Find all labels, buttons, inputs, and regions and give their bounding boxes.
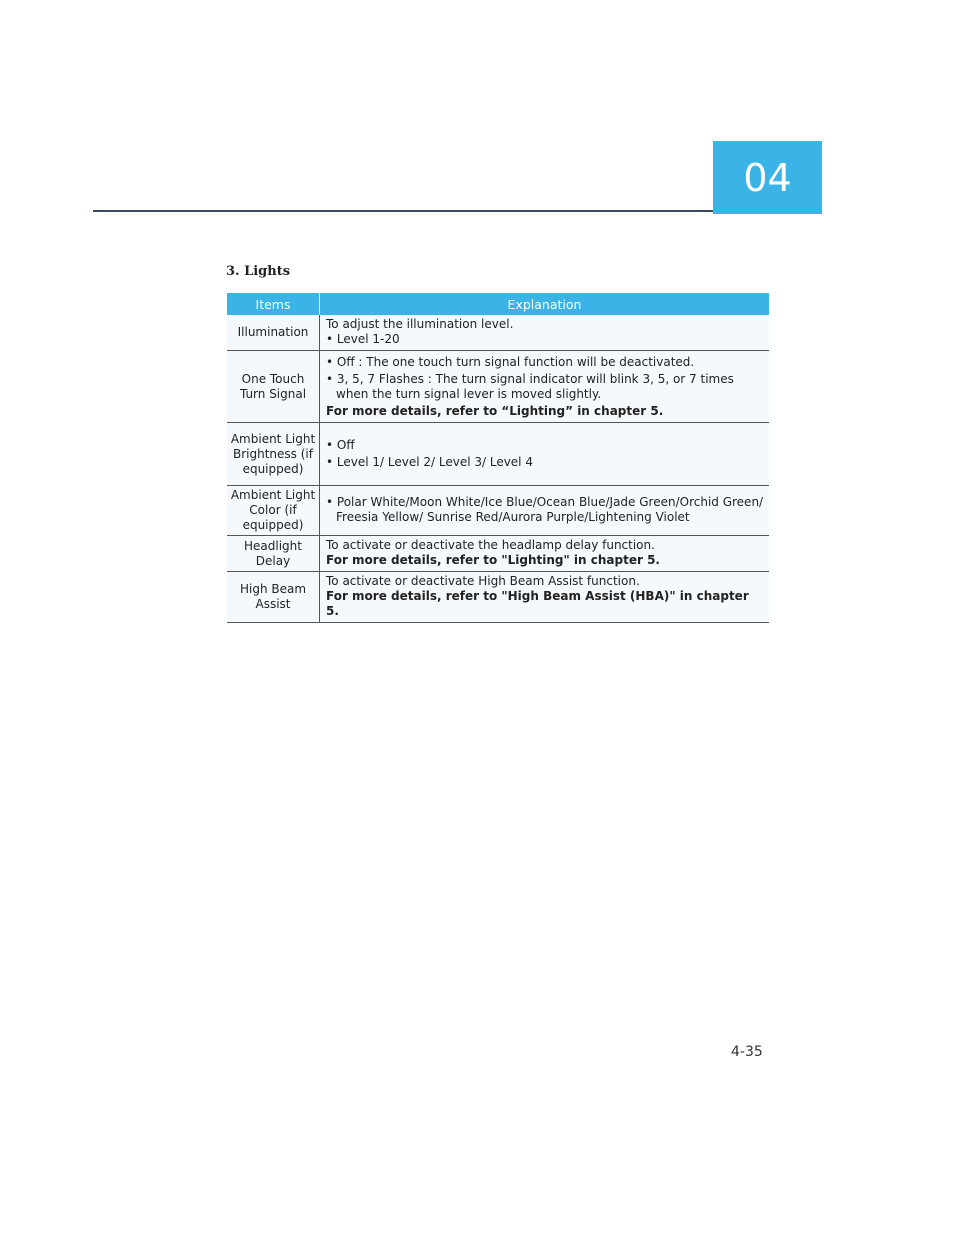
bullet-item: • Level 1/ Level 2/ Level 3/ Level 4 xyxy=(326,454,533,469)
row-item: Illumination xyxy=(227,315,320,351)
row-explanation xyxy=(320,572,770,623)
row-note: For more details, refer to “Lighting” in chapter 5. xyxy=(326,404,664,418)
chapter-rule xyxy=(93,210,713,212)
row-explanation xyxy=(320,351,770,423)
header-explanation: Explanation xyxy=(320,293,770,315)
row-item: Ambient Light Brightness (if equipped) xyxy=(227,423,320,486)
row-explanation xyxy=(320,536,770,572)
chapter-number: 04 xyxy=(743,155,792,200)
row-item: Headlight Delay xyxy=(227,536,320,572)
table-row xyxy=(227,536,769,572)
header-items: Items xyxy=(227,293,320,315)
row-note: For more details, refer to "Lighting" in chapter 5. xyxy=(326,553,660,567)
row-explanation xyxy=(320,315,770,351)
row-item: One Touch Turn Signal xyxy=(227,351,320,423)
bullet-item: • Off xyxy=(326,437,355,452)
chapter-tab xyxy=(713,141,822,214)
row-item: Ambient Light Color (if equipped) xyxy=(227,486,320,536)
lights-table xyxy=(227,293,769,623)
table-row xyxy=(227,423,769,486)
table-row xyxy=(227,486,769,536)
row-text: To activate or deactivate the headlamp delay function. xyxy=(326,538,655,552)
row-text: To activate or deactivate High Beam Assist function. xyxy=(326,574,640,588)
row-explanation xyxy=(320,423,770,486)
table-row xyxy=(227,572,769,623)
table-row xyxy=(227,351,769,423)
row-text: To adjust the illumination level. xyxy=(326,317,514,331)
page-number: 4-35 xyxy=(731,1044,763,1060)
table-header-row xyxy=(227,293,769,315)
row-explanation xyxy=(320,486,770,536)
row-item: High Beam Assist xyxy=(227,572,320,623)
bullet-item: • 3, 5, 7 Flashes : The turn signal indicator will blink 3, 5, or 7 times when the turn signal lever is moved slightly. xyxy=(326,372,734,401)
table-row xyxy=(227,315,769,351)
bullet-item: • Off : The one touch turn signal function will be deactivated. xyxy=(326,355,695,369)
section-title: 3. Lights xyxy=(226,264,291,279)
row-note: For more details, refer to "High Beam Assist (HBA)" in chapter 5. xyxy=(326,589,749,618)
bullet-item: • Polar White/Moon White/Ice Blue/Ocean Blue/Jade Green/Orchid Green/ Freesia Yellow/ Sunrise Red/Aurora Purple/Lightening Violet xyxy=(326,495,764,524)
bullet-item: • Level 1-20 xyxy=(326,332,400,346)
